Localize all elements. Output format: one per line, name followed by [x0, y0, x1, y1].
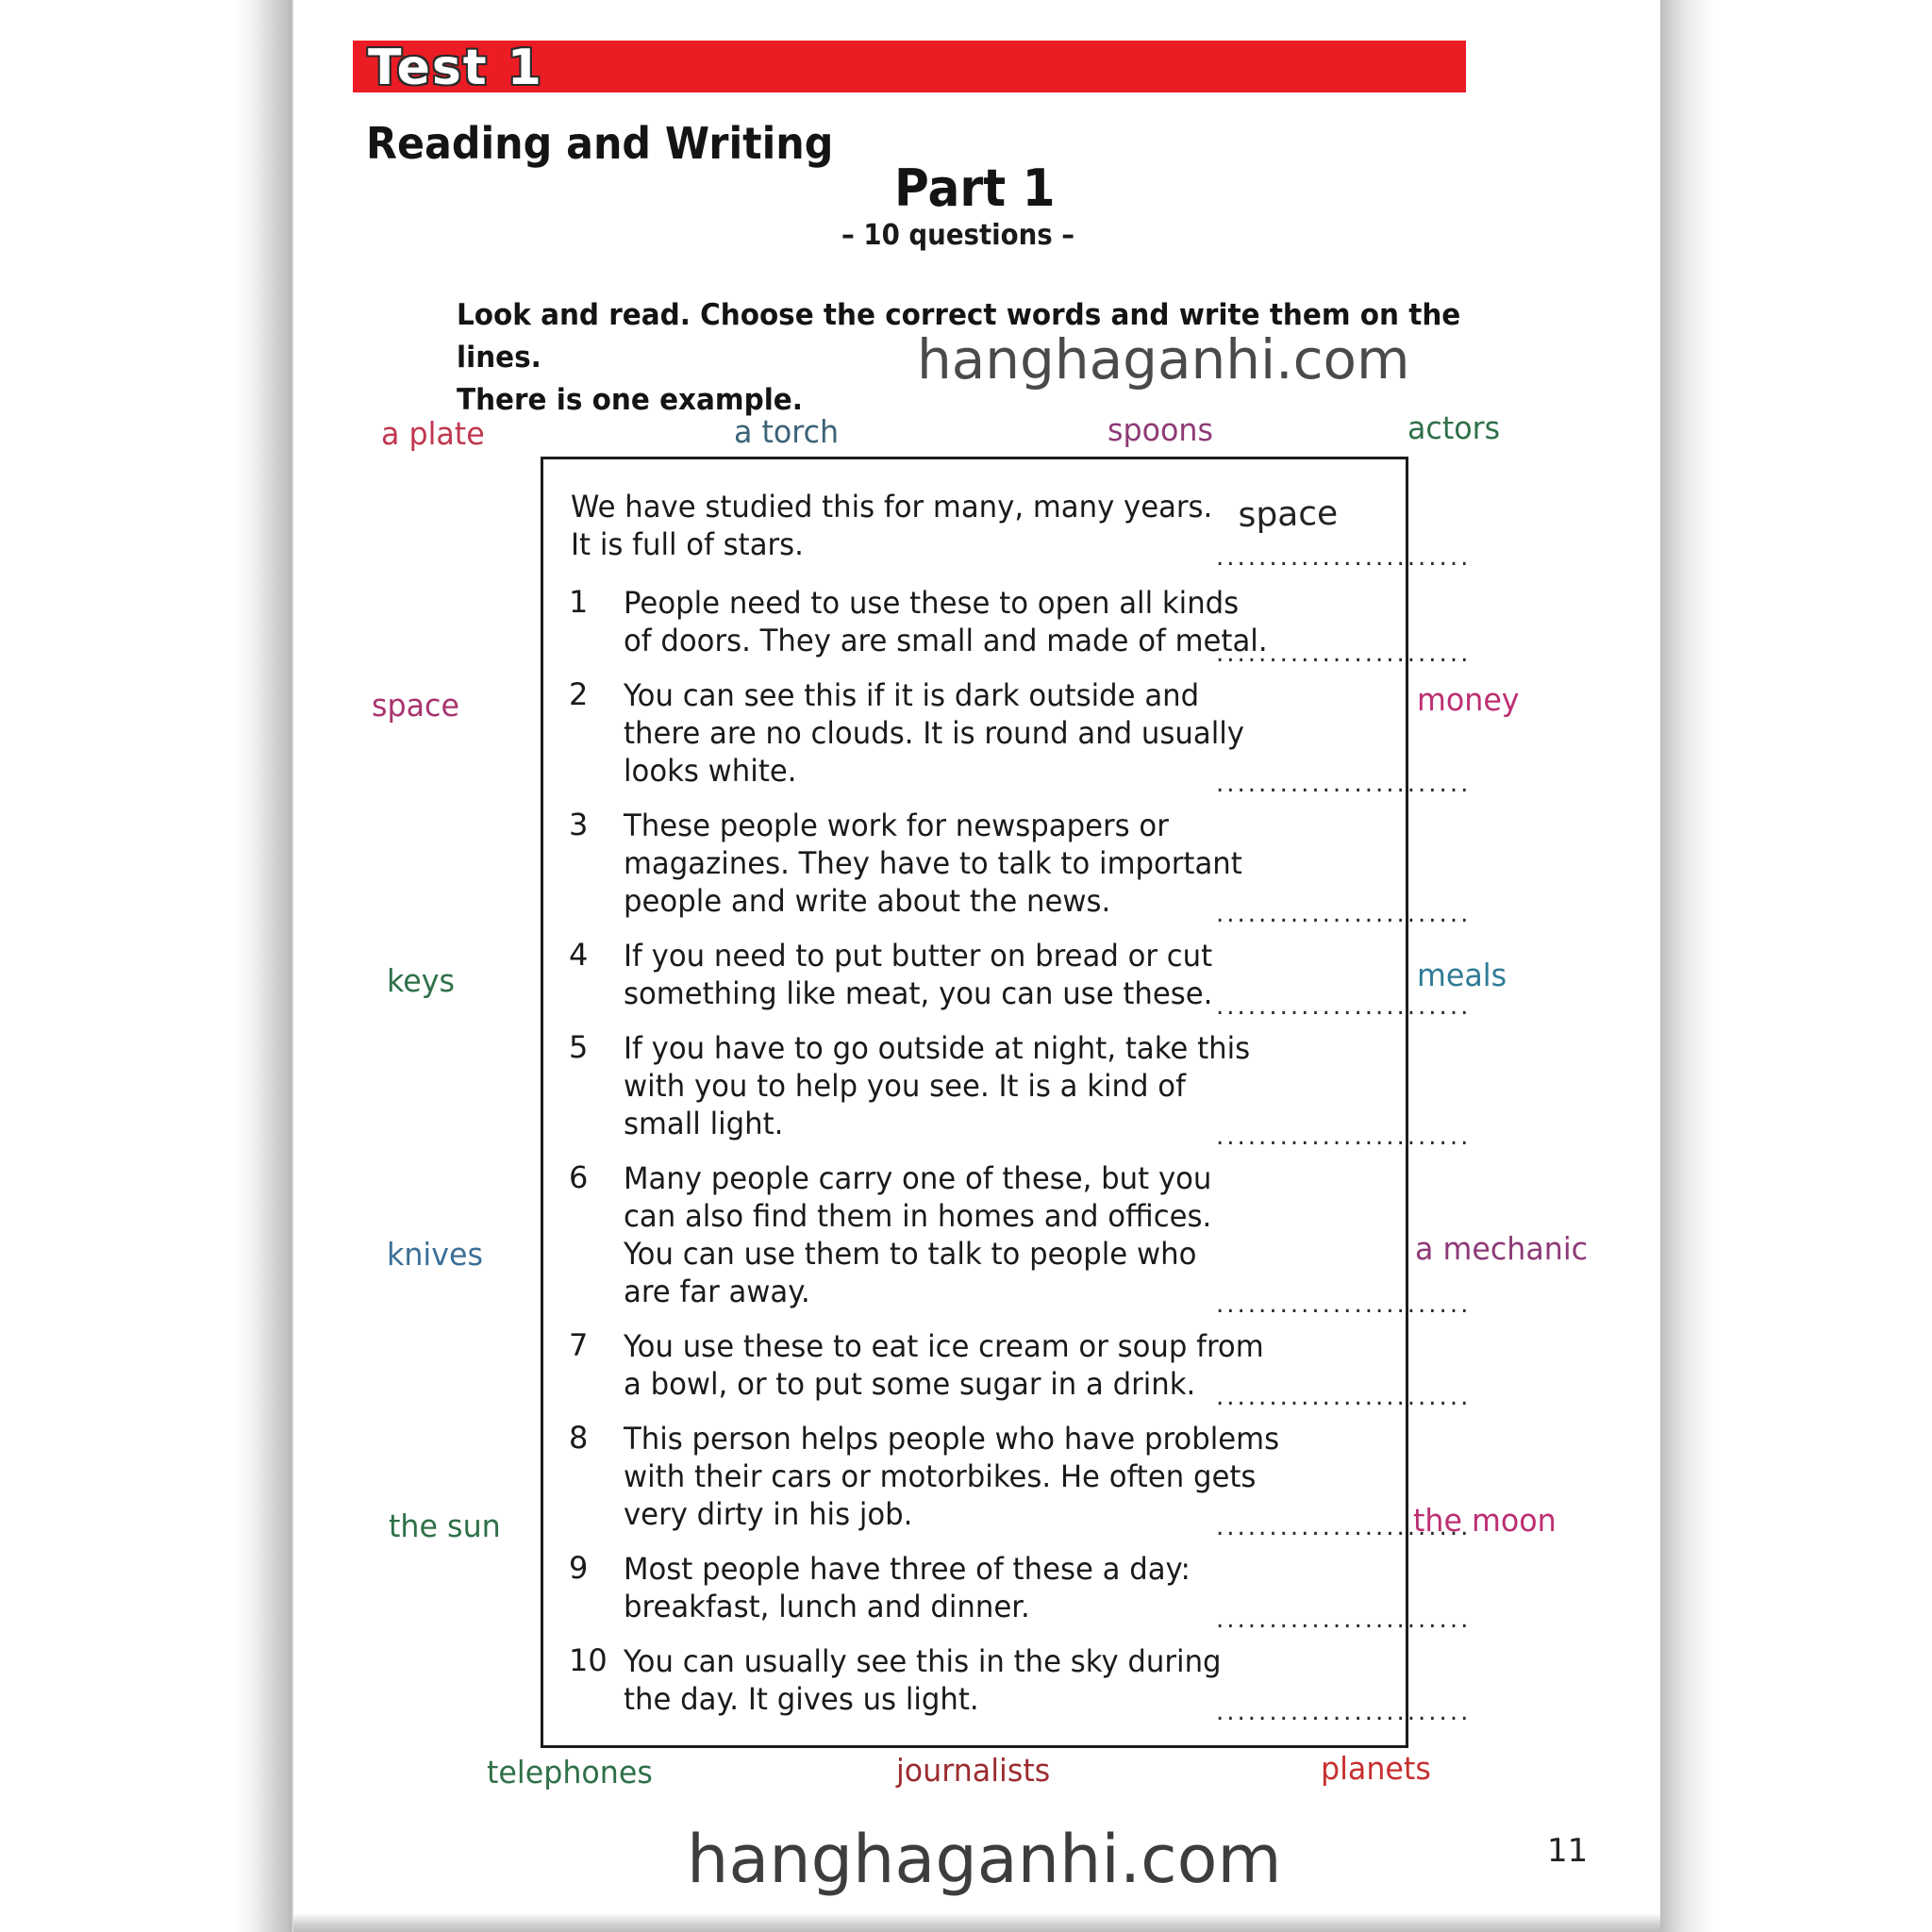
page-shadow-bottom	[293, 1913, 1660, 1932]
question-number-5: 5	[569, 1029, 589, 1065]
watermark-top: hanghaganhi.com	[917, 327, 1410, 391]
word-bank-item-the-sun[interactable]: the sun	[389, 1507, 501, 1544]
answer-line-6[interactable]: ........................	[1216, 1291, 1472, 1319]
question-number-2: 2	[569, 676, 589, 712]
question-6-line-2: can also find them in homes and offices.	[624, 1198, 1212, 1234]
word-bank-item-planets[interactable]: planets	[1321, 1750, 1431, 1787]
question-8-line-1: This person helps people who have problems	[624, 1421, 1280, 1457]
section-title: Reading and Writing	[366, 118, 834, 169]
test-label: Test 1	[368, 40, 543, 96]
question-3-line-1: These people work for newspapers or	[624, 808, 1169, 843]
question-8-line-2: with their cars or motorbikes. He often gets	[624, 1458, 1257, 1494]
question-4-line-2: something like meat, you can use these.	[624, 975, 1213, 1011]
example-answer: space	[1238, 493, 1339, 535]
word-bank-item-a-mechanic[interactable]: a mechanic	[1415, 1230, 1589, 1267]
answer-line-1[interactable]: ........................	[1216, 640, 1472, 668]
question-10-line-2: the day. It gives us light.	[624, 1681, 979, 1717]
question-3-line-2: magazines. They have to talk to important	[624, 845, 1242, 881]
question-5-line-2: with you to help you see. It is a kind of	[624, 1068, 1186, 1104]
word-bank-item-space[interactable]: space	[372, 687, 459, 724]
question-9-line-1: Most people have three of these a day:	[624, 1551, 1191, 1587]
word-bank-item-knives[interactable]: knives	[387, 1236, 483, 1273]
question-number-9: 9	[569, 1550, 589, 1586]
answer-line-2[interactable]: ........................	[1216, 770, 1472, 798]
question-2-line-3: looks white.	[624, 753, 797, 789]
question-1-line-2: of doors. They are small and made of metal.	[624, 623, 1268, 658]
answer-line-4[interactable]: ........................	[1216, 992, 1472, 1021]
question-2-line-2: there are no clouds. It is round and usually	[624, 715, 1244, 751]
example-answer-line[interactable]: ........................	[1216, 543, 1472, 572]
word-bank-item-money[interactable]: money	[1417, 681, 1520, 718]
questions-count: – 10 questions –	[841, 219, 1075, 252]
word-bank-item-a-torch[interactable]: a torch	[734, 413, 840, 450]
question-2-line-1: You can see this if it is dark outside and	[624, 677, 1200, 713]
question-number-4: 4	[569, 937, 589, 973]
word-bank-item-keys[interactable]: keys	[387, 962, 455, 999]
question-7-line-1: You use these to eat ice cream or soup from	[624, 1328, 1264, 1364]
question-number-7: 7	[569, 1327, 589, 1363]
word-bank-item-journalists[interactable]: journalists	[896, 1752, 1051, 1789]
question-10-line-1: You can usually see this in the sky during	[624, 1643, 1222, 1679]
instructions-line-2: There is one example.	[457, 383, 803, 417]
question-number-3: 3	[569, 807, 589, 842]
page-shadow-left	[236, 0, 294, 1932]
question-number-6: 6	[569, 1159, 589, 1195]
question-8-line-3: very dirty in his job.	[624, 1496, 913, 1532]
word-bank-item-meals[interactable]: meals	[1417, 957, 1507, 993]
word-bank-item-actors[interactable]: actors	[1407, 409, 1501, 446]
word-bank-item-the-moon[interactable]: the moon	[1413, 1502, 1557, 1539]
question-number-8: 8	[569, 1420, 589, 1456]
answer-line-3[interactable]: ........................	[1216, 900, 1472, 928]
page-shadow-right	[1658, 0, 1715, 1932]
question-5-line-3: small light.	[624, 1106, 784, 1141]
question-6-line-3: You can use them to talk to people who	[624, 1236, 1197, 1272]
instructions-line-1: Look and read. Choose the correct words and write them on the lines.	[457, 298, 1461, 375]
answer-line-10[interactable]: ........................	[1216, 1698, 1472, 1726]
question-5-line-1: If you have to go outside at night, take this	[624, 1030, 1251, 1066]
question-9-line-2: breakfast, lunch and dinner.	[624, 1589, 1030, 1624]
watermark-bottom: hanghaganhi.com	[687, 1821, 1282, 1898]
question-number-10: 10	[569, 1642, 608, 1678]
question-1-line-1: People need to use these to open all kinds	[624, 585, 1240, 621]
example-text-line-2: It is full of stars.	[571, 526, 804, 562]
question-4-line-1: If you need to put butter on bread or cut	[624, 938, 1213, 974]
question-6-line-4: are far away.	[624, 1274, 810, 1309]
page-number: 11	[1547, 1832, 1589, 1870]
example-text-line-1: We have studied this for many, many years.	[571, 489, 1213, 525]
word-bank-item-a-plate[interactable]: a plate	[381, 415, 485, 452]
question-3-line-3: people and write about the news.	[624, 883, 1111, 919]
answer-line-7[interactable]: ........................	[1216, 1383, 1472, 1411]
word-bank-item-telephones[interactable]: telephones	[487, 1754, 653, 1790]
question-7-line-2: a bowl, or to put some sugar in a drink.	[624, 1366, 1196, 1402]
answer-line-9[interactable]: ........................	[1216, 1606, 1472, 1634]
answer-line-5[interactable]: ........................	[1216, 1123, 1472, 1151]
answer-line-8[interactable]: ........................	[1216, 1513, 1472, 1541]
word-bank-item-spoons[interactable]: spoons	[1108, 411, 1213, 448]
question-6-line-1: Many people carry one of these, but you	[624, 1160, 1212, 1196]
part-title: Part 1	[894, 158, 1056, 218]
question-number-1: 1	[569, 584, 589, 620]
